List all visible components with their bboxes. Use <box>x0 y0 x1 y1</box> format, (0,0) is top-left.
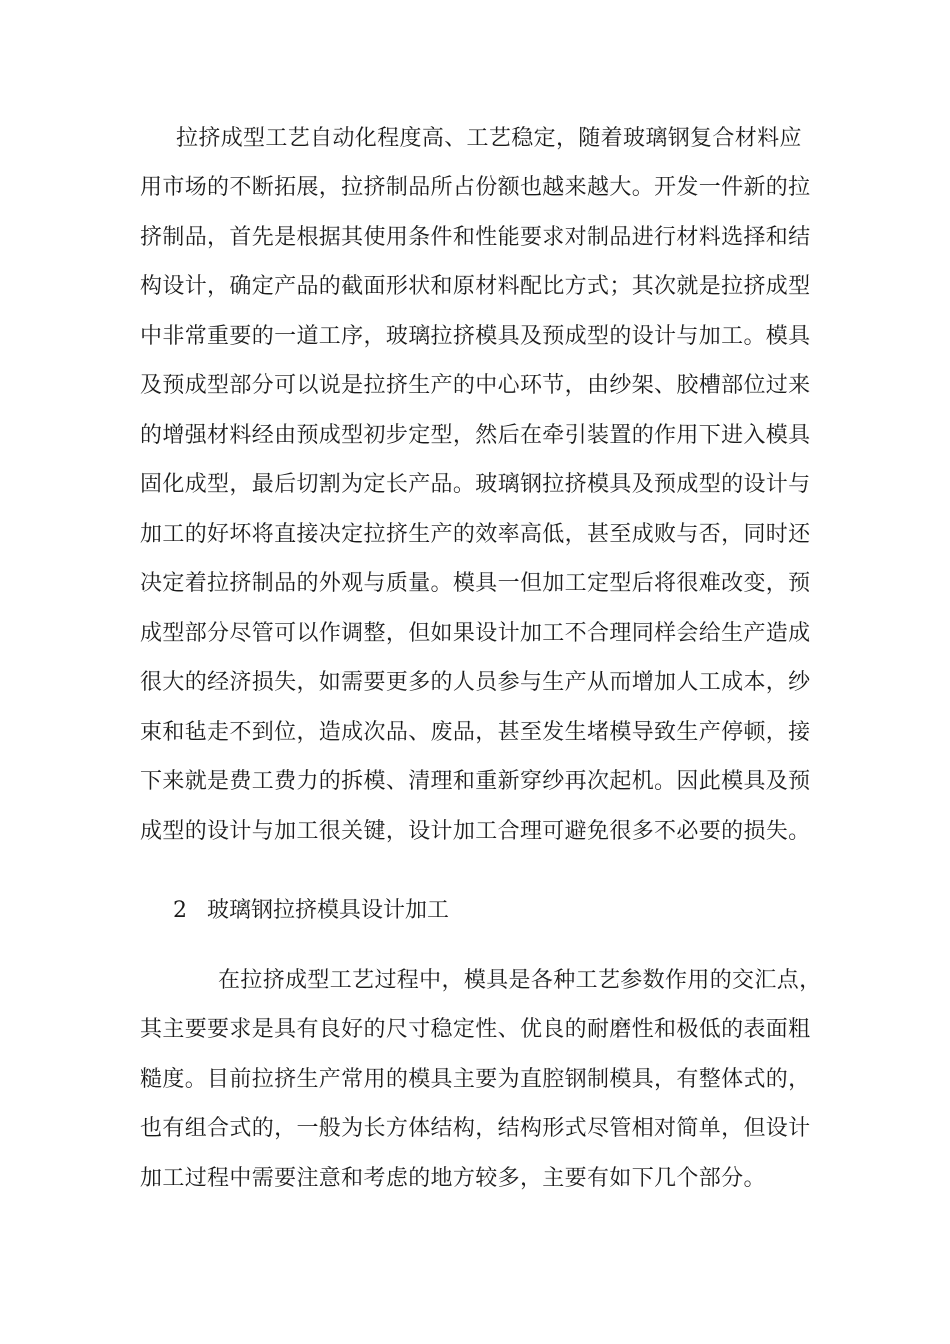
paragraph-line: 在拉挤成型工艺过程中，模具是各种工艺参数作用的交汇点， <box>218 968 822 993</box>
paragraph-line: 成型部分尽管可以作调整，但如果设计加工不合理同样会给生产造成 <box>140 621 811 646</box>
paragraph-line: 加工过程中需要注意和考虑的地方较多，主要有如下几个部分。 <box>140 1166 766 1191</box>
paragraph-line: 拉挤成型工艺自动化程度高、工艺稳定，随着玻璃钢复合材料应 <box>176 126 802 151</box>
paragraph-line: 也有组合式的，一般为长方体结构，结构形式尽管相对简单，但设计 <box>140 1116 811 1141</box>
paragraph-line: 下来就是费工费力的拆模、清理和重新穿纱再次起机。因此模具及预 <box>140 769 811 794</box>
paragraph-line: 其主要要求是具有良好的尺寸稳定性、优良的耐磨性和极低的表面粗 <box>140 1017 811 1042</box>
paragraph-line: 成型的设计与加工很关键，设计加工合理可避免很多不必要的损失。 <box>140 819 811 844</box>
section-title: 玻璃钢拉挤模具设计加工 <box>207 898 450 923</box>
section-number: 2 <box>173 898 187 923</box>
paragraph-line: 中非常重要的一道工序，玻璃拉挤模具及预成型的设计与加工。模具 <box>140 324 811 349</box>
paragraph-line: 加工的好坏将直接决定拉挤生产的效率高低，甚至成败与否，同时还 <box>140 522 811 547</box>
paragraph-line: 构设计，确定产品的截面形状和原材料配比方式；其次就是拉挤成型 <box>140 274 811 299</box>
paragraph-line: 用市场的不断拓展，拉挤制品所占份额也越来越大。开发一件新的拉 <box>140 175 811 200</box>
section-heading <box>173 896 449 926</box>
paragraph-line: 束和毡走不到位，造成次品、废品，甚至发生堵模导致生产停顿，接 <box>140 720 811 745</box>
paragraph-line: 及预成型部分可以说是拉挤生产的中心环节，由纱架、胶槽部位过来 <box>140 373 811 398</box>
paragraph-line: 挤制品，首先是根据其使用条件和性能要求对制品进行材料选择和结 <box>140 225 811 250</box>
paragraph-line: 的增强材料经由预成型初步定型，然后在牵引装置的作用下进入模具 <box>140 423 811 448</box>
paragraph-line: 决定着拉挤制品的外观与质量。模具一但加工定型后将很难改变，预 <box>140 571 811 596</box>
paragraph-line: 固化成型，最后切割为定长产品。玻璃钢拉挤模具及预成型的设计与 <box>140 472 811 497</box>
paragraph-line: 糙度。目前拉挤生产常用的模具主要为直腔钢制模具，有整体式的， <box>140 1067 811 1092</box>
paragraph-line: 很大的经济损失，如需要更多的人员参与生产从而增加人工成本，纱 <box>140 670 811 695</box>
